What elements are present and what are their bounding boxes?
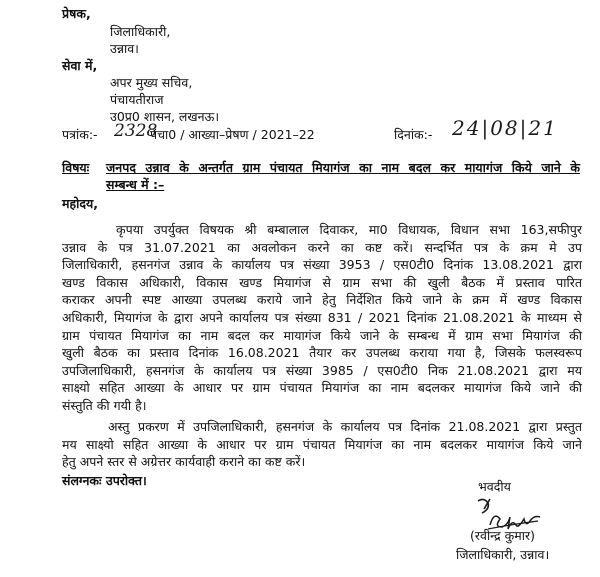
reference-suffix: पंचा0 / आख्या–प्रेषण / 2021–22: [150, 127, 315, 142]
salutation: महोदय,: [62, 196, 98, 211]
sender-line2: उन्नाव।: [110, 41, 139, 56]
signatory-name: (रवीन्द्र कुमार): [470, 528, 535, 543]
body2-line: मय साक्ष्यो सहित आख्या के आधार पर ग्राम पंचायत मियागंज का नाम बदलकर मायागंज किये जाने: [62, 436, 582, 452]
body1-line: ग्राम पंचायत मियागंज का नाम बदल कर मायागंज किये जाने के सम्बन्ध में ग्राम सभा मियागंज की: [62, 327, 582, 343]
subject-line2-text: सम्बन्ध में :–: [106, 177, 165, 192]
reference-date-handwritten: 24|08|21: [452, 116, 558, 140]
body1-line: जिलाधिकारी, हसनगंज उन्नाव के कार्यालय पत्र संख्या 3953 / एस0टी0 दिनांक 13.08.2021 द्वारा: [62, 257, 582, 273]
recipient-line1: अपर मुख्य सचिव,: [110, 75, 193, 90]
body1-line: उन्नाव के पत्र 31.07.2021 का अवलोकन करने का कष्ट करें। सन्दर्भित पत्र के क्रम मे उप: [62, 239, 582, 255]
signatory-designation: जिलाधिकारी, उन्नाव।: [456, 547, 550, 562]
body-paragraph-2: [62, 418, 582, 471]
subject-label: [62, 160, 89, 176]
body1-line: खण्ड विकास अधिकारी, विकास खण्ड मियागंज से ग्राम सभा की खुली बैठक में प्रस्ताव पारित: [62, 274, 582, 290]
closing-yours: भवदीय: [478, 479, 511, 494]
sender-line1: जिलाधिकारी,: [110, 24, 171, 39]
subject-label-text: विषयः: [62, 160, 90, 175]
body1-line: साक्ष्यो सहित आख्या के आधार पर ग्राम पंचायत मियागंज का नाम बदलकर मायागंज किये जाने की: [62, 380, 582, 396]
reference-date-label: दिनांक:-: [394, 127, 433, 142]
subject-line1-text: जनपद उन्नाव के अन्तर्गत ग्राम पंचायत मियागंज का नाम बदल कर मायागंज किये जाने के: [106, 160, 580, 175]
body1-line: कृपया उपर्युक्त विषयक श्री बम्बालाल दिवाकर, मा0 विधायक, विधान सभा 163,सफीपुर: [116, 222, 582, 237]
sender-label: प्रेषक,: [62, 6, 91, 21]
reference-number-handwritten: 2328: [114, 121, 158, 141]
body2-line: हेतु अपने स्तर से अग्रेत्तर कार्यवाही कराने का कष्ट करें।: [62, 454, 306, 470]
body-paragraph-1: [62, 221, 582, 415]
body1-line: अधिकारी, मियागंज के द्वारा अपने कार्यालय पत्र संख्या 831 / 2021 दिनांक 21.08.2021 के माध्यम से: [62, 309, 582, 325]
body1-line: कराकर अपनी स्पष्ट आख्या उपलब्ध कराये जाने हेतु निर्देशित किये जाने के क्रम में खण्ड विकास: [62, 292, 582, 308]
recipient-line3: उ0प्र0 शासन, लखनऊ।: [110, 109, 220, 124]
subject-line1: [106, 160, 580, 176]
recipient-line2: पंचायतीराज: [110, 92, 164, 107]
subject-line2: [106, 177, 164, 193]
recipient-label: सेवा में,: [62, 58, 98, 73]
enclosure-line: संलग्नकः उपरोक्त।: [62, 473, 147, 488]
body1-line: उपजिलाधिकारी, हसनगंज के कार्यालय पत्र संख्या 3985 / एस0टी0 निक 21.08.2021 द्वारा मय: [62, 362, 582, 378]
body2-line: अस्तु प्रकरण में उपजिलाधिकारी, हसनगंज के कार्यालय पत्र दिनांक 21.08.2021 द्वारा प्रस्तुत: [108, 419, 582, 434]
body1-line: खुली बैठक का प्रस्ताव दिनांक 16.08.2021 तैयार कर उपलब्ध कराया गया है, जिसके फलस्वरूप: [62, 345, 582, 361]
reference-prefix: पत्रांक:-: [62, 127, 98, 142]
body1-line: संस्तुति की गयी है।: [62, 397, 147, 413]
